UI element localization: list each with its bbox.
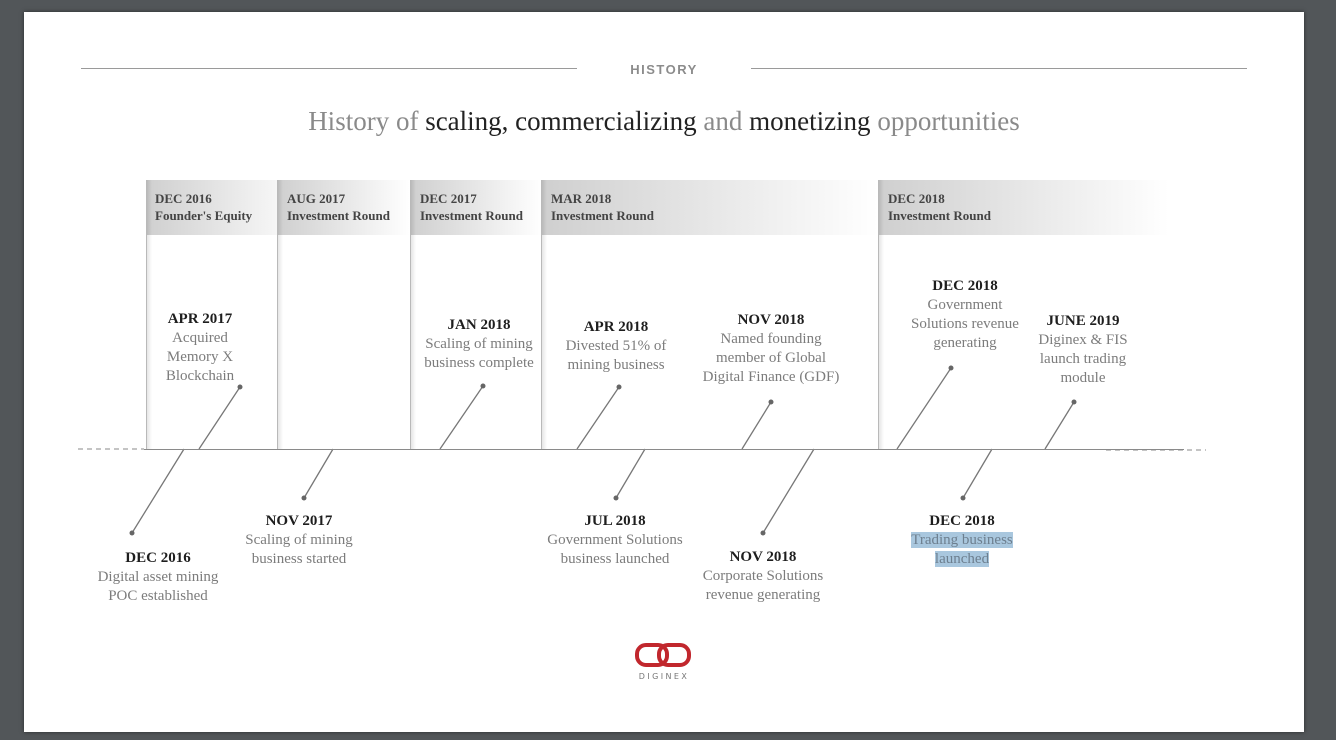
- event-apr-2018: [546, 317, 686, 375]
- event-nov-2018-corp: [686, 547, 840, 605]
- event-date: JUNE 2019: [1046, 313, 1120, 329]
- event-desc-line: Scaling of mining: [425, 336, 533, 352]
- selected-text[interactable]: launched: [934, 551, 990, 567]
- event-jan-2018: [411, 315, 547, 373]
- event-desc: [894, 296, 1036, 353]
- event-desc-line: Memory X: [166, 349, 234, 365]
- event-date: NOV 2017: [265, 513, 333, 529]
- round-date: DEC 2017: [420, 191, 477, 206]
- title-part-1: History of: [308, 106, 426, 136]
- event-desc: [546, 337, 686, 375]
- event-date: NOV 2018: [729, 549, 797, 565]
- round-date: AUG 2017: [287, 191, 346, 206]
- round-type: Founder's Equity: [155, 208, 253, 223]
- title-part-3: and: [696, 106, 750, 136]
- event-date: APR 2018: [583, 319, 649, 335]
- event-dec-2018-trading[interactable]: [890, 511, 1034, 569]
- event-date: NOV 2018: [737, 312, 805, 328]
- logo-label: DIGINEX: [638, 672, 690, 681]
- event-desc-line: Digital Finance (GDF): [702, 369, 840, 385]
- event-june-2019: [1024, 311, 1142, 388]
- round-type: Investment Round: [551, 208, 654, 223]
- round-date: DEC 2016: [155, 191, 212, 206]
- event-desc-line: member of Global: [716, 350, 826, 366]
- event-desc: [1024, 331, 1142, 388]
- event-desc-line: module: [1060, 370, 1106, 386]
- event-desc-line: Divested 51% of: [565, 338, 667, 354]
- event-desc-line: Diginex & FIS: [1038, 332, 1128, 348]
- timeline-axis: [144, 449, 1184, 450]
- event-desc: [411, 335, 547, 373]
- event-desc: [228, 531, 370, 569]
- event-desc: [532, 531, 698, 569]
- event-desc-line: Solutions revenue: [911, 316, 1019, 332]
- event-desc-line: Named founding: [720, 331, 822, 347]
- event-desc-line: Corporate Solutions: [702, 568, 824, 584]
- event-nov-2017: [228, 511, 370, 569]
- event-desc-line: business launched: [560, 551, 670, 567]
- event-date: JUL 2018: [584, 513, 646, 529]
- event-desc-line: business started: [251, 551, 347, 567]
- round-type: Investment Round: [888, 208, 991, 223]
- event-date: APR 2017: [167, 311, 233, 327]
- event-desc: [78, 568, 238, 606]
- event-desc: [134, 329, 266, 386]
- diginex-logo-icon: [634, 640, 694, 700]
- event-date: DEC 2018: [929, 513, 995, 529]
- event-desc-line: Blockchain: [165, 368, 235, 384]
- round-type: Investment Round: [420, 208, 523, 223]
- event-dec-2018-gov: [894, 276, 1036, 353]
- event-jul-2018: [532, 511, 698, 569]
- event-date: DEC 2018: [932, 278, 998, 294]
- document-page: [24, 12, 1304, 732]
- event-apr-2017: [134, 309, 266, 386]
- event-desc-line: Acquired: [172, 330, 228, 346]
- event-desc: [686, 567, 840, 605]
- event-desc-line: generating: [933, 335, 997, 351]
- round-date: MAR 2018: [551, 191, 612, 206]
- title-part-5: opportunities: [870, 106, 1020, 136]
- event-desc-line: Scaling of mining: [245, 532, 353, 548]
- event-date: DEC 2016: [125, 550, 191, 566]
- selected-text[interactable]: Trading business: [911, 532, 1013, 548]
- event-desc-line: launch trading: [1039, 351, 1127, 367]
- event-nov-2018-gdf: [691, 310, 851, 387]
- round-date: DEC 2018: [888, 191, 945, 206]
- event-desc-line: business complete: [424, 355, 534, 371]
- event-desc-line: revenue generating: [705, 587, 821, 603]
- section-label: HISTORY: [630, 62, 698, 77]
- event-desc[interactable]: [890, 531, 1034, 569]
- event-desc: [691, 330, 851, 387]
- event-desc-line: Government Solutions: [547, 532, 683, 548]
- title-part-2: scaling, commercializing: [425, 106, 697, 136]
- event-desc-line: POC established: [108, 588, 208, 604]
- event-desc-line: Government: [927, 297, 1003, 313]
- title-part-4: monetizing: [749, 106, 871, 136]
- event-desc-line: Digital asset mining: [97, 569, 219, 585]
- event-desc-line: mining business: [567, 357, 665, 373]
- event-date: JAN 2018: [447, 317, 511, 333]
- event-dec-2016: [78, 548, 238, 606]
- round-type: Investment Round: [287, 208, 390, 223]
